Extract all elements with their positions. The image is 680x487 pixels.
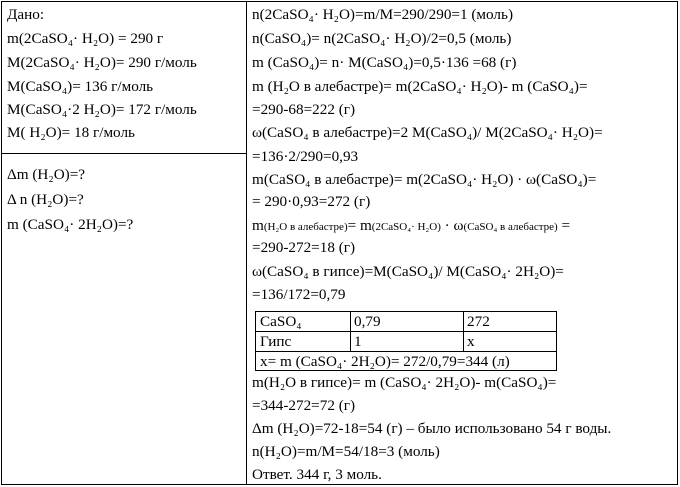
given-find-divider	[2, 153, 246, 154]
column-divider	[246, 2, 247, 484]
given-line: M(CaSO₄·2 H₂O)= 172 г/моль	[7, 101, 197, 118]
table-cell: Гипс	[260, 333, 292, 350]
given-line: M(2CaSO₄· H₂O)= 290 г/моль	[7, 54, 197, 71]
mixed-part: · ω	[440, 217, 464, 234]
answer-line: Ответ. 344 г, 3 моль.	[252, 466, 382, 483]
mixed-part: (2CaSO₄· H₂O)	[371, 221, 441, 233]
solution-line: =136/172=0,79	[252, 286, 346, 303]
solution-line: m(CaSO₄ в алебастре)= m(2CaSO₄· H₂O) · ω(CaSO₄)=	[252, 171, 597, 188]
solution-line: m(H₂O в гипсе)= m (CaSO₄· 2H₂O)- m(CaSO₄)=	[252, 374, 557, 391]
solution-line: m (H₂O в алебастре)= m(2CaSO₄· H₂O)- m (CaSO₄)=	[252, 78, 588, 95]
table-footer: x= m (CaSO₄· 2H₂O)= 272/0,79=344 (л)	[260, 353, 510, 370]
mixed-part: =	[557, 217, 571, 234]
solution-line: =136·2/290=0,93	[252, 148, 359, 165]
solution-line: Δm (H₂O)=72-18=54 (г) – было использовано 54 г воды.	[252, 420, 612, 437]
given-line: M( H₂O)= 18 г/моль	[7, 124, 135, 141]
solution-line: =344-272=72 (г)	[252, 397, 356, 414]
solution-line: n(2CaSO₄· H₂O)=m/M=290/290=1 (моль)	[252, 6, 513, 23]
table-cell: 0,79	[354, 313, 381, 330]
ratio-table	[255, 311, 557, 371]
given-line: M(CaSO₄)= 136 г/моль	[7, 78, 154, 95]
table-cell: 272	[467, 313, 490, 330]
mixed-part: (H₂O в алебастре)	[263, 221, 348, 233]
table-cell: CaSO₄	[260, 313, 302, 330]
solution-table	[1, 1, 678, 485]
solution-mixed-line	[252, 216, 570, 237]
find-line: Δ n (H₂O)=?	[7, 191, 84, 208]
solution-line: ω(CaSO₄ в гипсе)=M(CaSO₄)/ M(CaSO₄· 2H₂O)=	[252, 263, 564, 280]
find-line: Δm (H₂O)=?	[7, 166, 86, 183]
table-col-divider	[463, 312, 464, 352]
mixed-part: m	[252, 217, 264, 234]
given-header: Дано:	[7, 6, 45, 23]
solution-line: =290-68=222 (г)	[252, 101, 356, 118]
solution-line: m (CaSO₄)= n· M(CaSO₄)=0,5·136 =68 (г)	[252, 54, 517, 71]
solution-line: n(CaSO₄)= n(2CaSO₄· H₂O)/2=0,5 (моль)	[252, 30, 512, 47]
mixed-part: (CaSO₄ в алебастре)	[463, 221, 558, 233]
solution-line: ω(CaSO₄ в алебастре)=2 M(CaSO₄)/ M(2CaSO₄· H₂O)=	[252, 124, 603, 141]
mixed-part: = m	[347, 217, 372, 234]
table-row-divider	[256, 331, 556, 332]
solution-line: n(H₂O)=m/M=54/18=3 (моль)	[252, 443, 440, 460]
find-line: m (CaSO₄· 2H₂O)=?	[7, 216, 134, 233]
given-line: m(2CaSO₄· H₂O) = 290 г	[7, 30, 164, 47]
solution-line: = 290·0,93=272 (г)	[252, 193, 371, 210]
solution-line: =290-272=18 (г)	[252, 239, 356, 256]
table-col-divider	[350, 312, 351, 352]
table-cell: x	[467, 333, 475, 350]
table-cell: 1	[354, 333, 362, 350]
